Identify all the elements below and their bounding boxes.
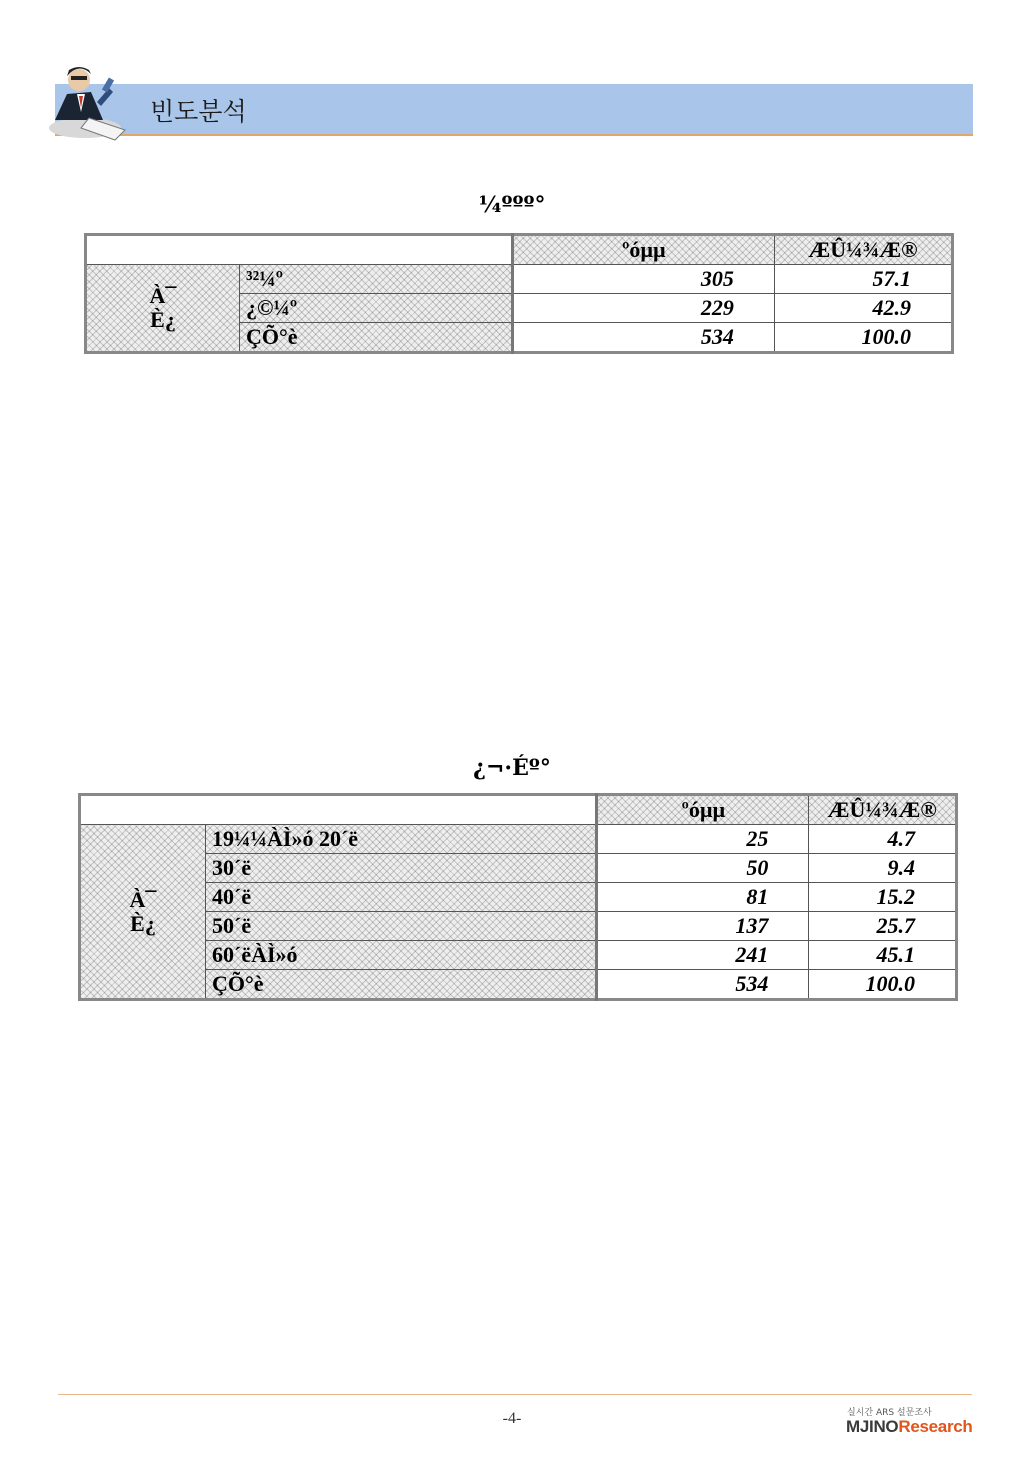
brand-name-part2: Research: [898, 1417, 973, 1436]
row-label: 19¼¼ÀÌ»ó 20´ë: [206, 825, 597, 854]
section-title: 빈도분석: [150, 97, 247, 126]
row-label: ¿©¼º: [240, 294, 513, 323]
brand-name-part1: MJINO: [846, 1417, 899, 1436]
row-label: 40´ë: [206, 883, 597, 912]
row-label: ÇÕ°è: [206, 970, 597, 1000]
table-row: [80, 883, 957, 912]
table1-title: ¼ººº°: [478, 192, 546, 218]
row-count: 229: [512, 294, 774, 323]
row-count: 241: [597, 941, 809, 970]
table-row: [80, 970, 957, 1000]
table2: [78, 793, 958, 1001]
row-label: ³²¼º: [240, 265, 513, 294]
col-header-percent: ÆÛ¼¾Æ®: [809, 795, 957, 825]
row-percent: 25.7: [809, 912, 957, 941]
row-label: 30´ë: [206, 854, 597, 883]
table2-title: ¿¬·Éº°: [473, 755, 551, 781]
row-percent: 4.7: [809, 825, 957, 854]
table-row: [86, 265, 953, 294]
row-percent: 100.0: [774, 323, 952, 353]
group-label: À¯ È¿: [80, 825, 206, 1000]
row-count: 25: [597, 825, 809, 854]
row-label: 50´ë: [206, 912, 597, 941]
table-row: [80, 941, 957, 970]
row-percent: 15.2: [809, 883, 957, 912]
row-percent: 9.4: [809, 854, 957, 883]
corner-cell: [80, 795, 597, 825]
row-count: 534: [512, 323, 774, 353]
col-header-percent: ÆÛ¼¾Æ®: [774, 235, 952, 265]
brand-tagline: 실시간 ARS 설문조사: [847, 1408, 932, 1418]
row-percent: 42.9: [774, 294, 952, 323]
row-percent: 45.1: [809, 941, 957, 970]
table-row: [80, 912, 957, 941]
row-count: 534: [597, 970, 809, 1000]
row-percent: 100.0: [809, 970, 957, 1000]
brand-logo: [846, 1417, 973, 1437]
row-count: 81: [597, 883, 809, 912]
footer-divider: [58, 1394, 972, 1395]
row-count: 305: [512, 265, 774, 294]
row-percent: 57.1: [774, 265, 952, 294]
group-label: À¯ È¿: [86, 265, 240, 353]
col-header-count: ºóµµ: [512, 235, 774, 265]
row-label: 60´ëÀÌ»ó: [206, 941, 597, 970]
table-header-row: [86, 235, 953, 265]
col-header-count: ºóµµ: [597, 795, 809, 825]
row-label: ÇÕ°è: [240, 323, 513, 353]
row-count: 50: [597, 854, 809, 883]
table-row: [80, 825, 957, 854]
corner-cell: [86, 235, 513, 265]
table1: [84, 233, 954, 354]
page-number: -4-: [502, 1410, 522, 1427]
table-row: [80, 854, 957, 883]
businessman-writing-icon: [45, 58, 135, 144]
row-count: 137: [597, 912, 809, 941]
table-header-row: [80, 795, 957, 825]
